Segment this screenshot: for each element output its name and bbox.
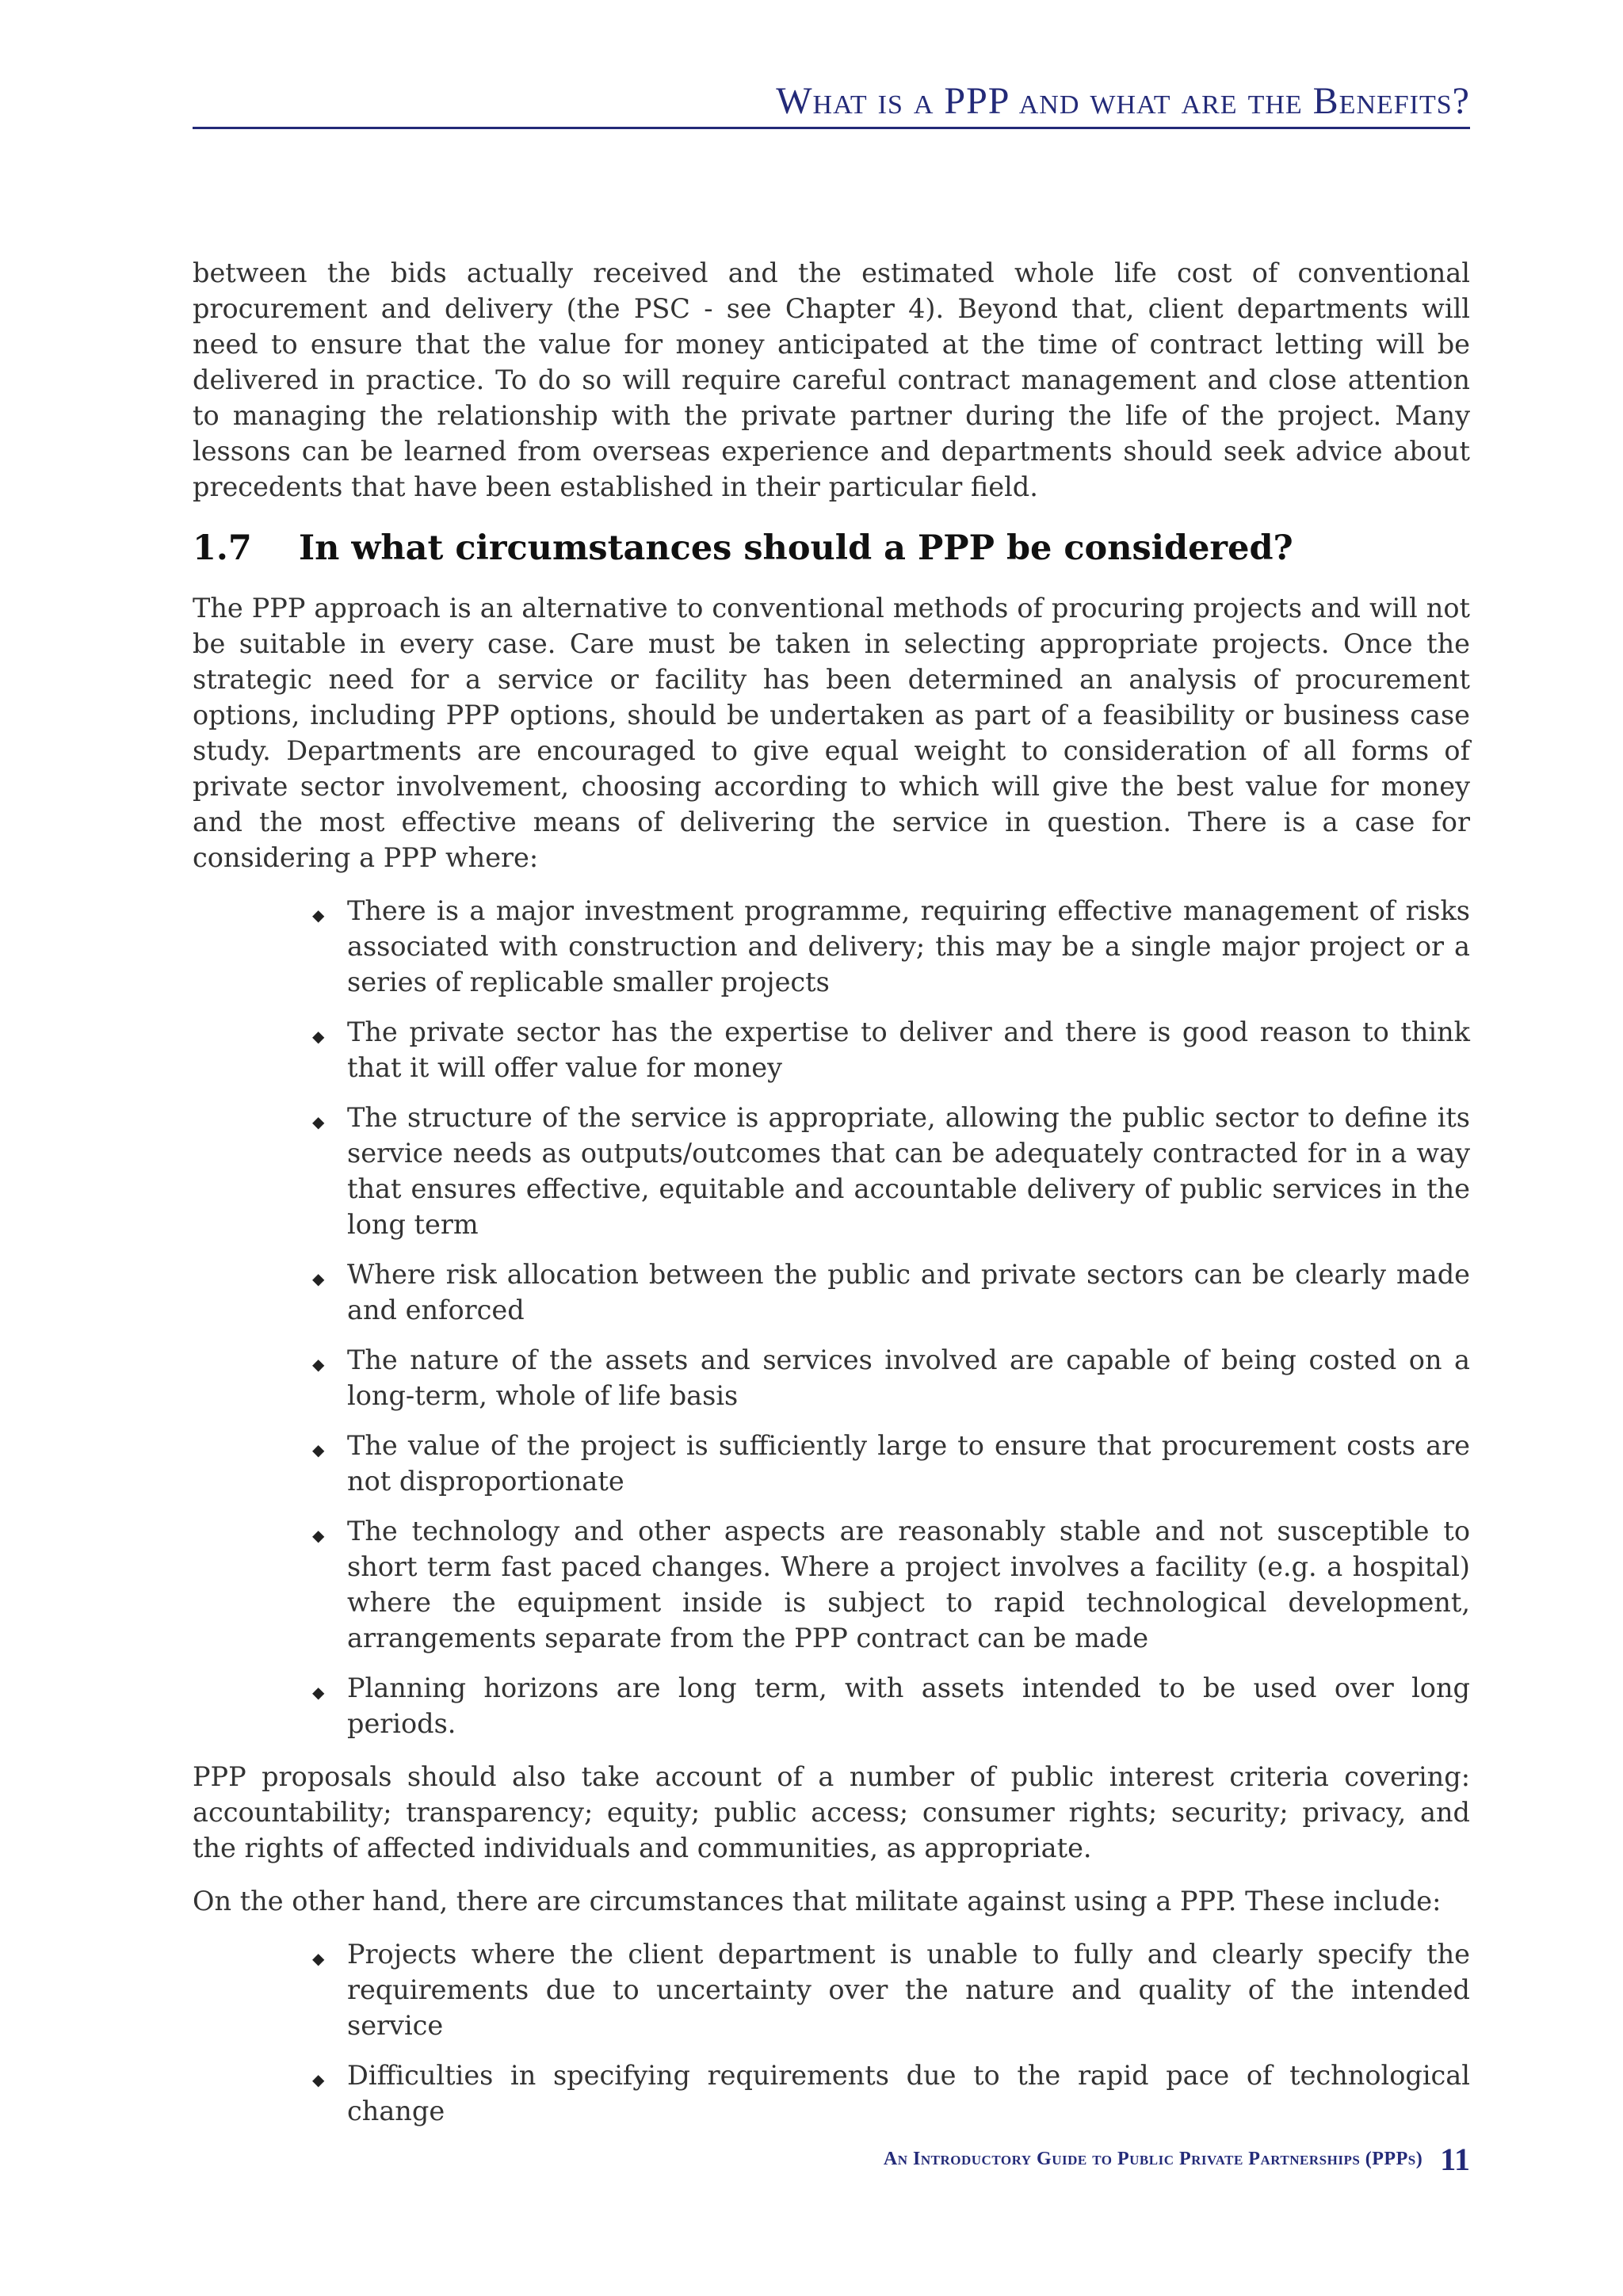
list-item: ◆ The value of the project is sufficiently large to ensure that procurement costs are not disproportionate [312,1430,1470,1497]
running-header: What is a PPP and what are the Benefits? [776,80,1470,122]
bullet-diamond-icon: ◆ [312,1949,325,1968]
bullet-diamond-icon: ◆ [312,1683,325,1702]
intro-paragraph: between the bids actually received and the estimated whole life cost of conventional procurement and delivery (the PSC - see Chapter 4). Beyond that, client departments will need to ensure that the value for money anticipated at the time of contract letting will be delivered in practice. To do so will require careful contract management and close attention to managing the relationship with the private partner during the life of the project. Many lessons can be learned from overseas experience and departments should seek advice about precedents that have been established in their particular field. [193,257,1470,502]
running-footer [193,2141,1470,2178]
footer-guide-title: An Introductory Guide to Public Private Partnerships (PPPs) [883,2149,1423,2169]
list-item: ◆ The private sector has the expertise to deliver and there is good reason to think that it will offer value for money [312,1016,1470,1083]
bullet-diamond-icon: ◆ [312,1027,325,1046]
section-paragraph-1: The PPP approach is an alternative to conventional methods of procuring projects and will not be suitable in every case. Care must be taken in selecting appropriate projects. Once the strategic need for a service or facility has been determined an analysis of procurement options, including PPP options, should be undertaken as part of a feasibility or business case study. Departments are encouraged to give equal weight to consideration of all forms of private sector involvement, choosing according to which will give the best value for money and the most effective means of delivering the service in question. There is a case for considering a PPP where: [193,593,1470,873]
list-item: ◆ Planning horizons are long term, with assets intended to be used over long periods. [312,1672,1470,1739]
list-item: ◆ The structure of the service is appropriate, allowing the public sector to define its service needs as outputs/outcomes that can be adequately contracted for in a way that ensures effective, equitable and accountable delivery of public services in the long term [312,1102,1470,1240]
list-item: ◆ Difficulties in specifying requirements due to the rapid pace of technological change [312,2060,1470,2126]
bullet-diamond-icon: ◆ [312,2070,325,2089]
bullet-diamond-icon: ◆ [312,1112,325,1131]
list-item: ◆ There is a major investment programme, requiring effective management of risks associated with construction and delivery; this may be a single major project or a series of replicable smaller projects [312,895,1470,997]
bullet-diamond-icon: ◆ [312,1355,325,1374]
list-item: ◆ Projects where the client department is unable to fully and clearly specify the requirements due to uncertainty over the nature and quality of the intended service [312,1939,1470,2041]
section-title: In what circumstances should a PPP be considered? [299,528,1293,568]
bullet-diamond-icon: ◆ [312,1526,325,1545]
list-item: ◆ The nature of the assets and services involved are capable of being costed on a long-term, whole of life basis [312,1344,1470,1411]
section-number: 1.7 [193,528,252,568]
section-paragraph-2: PPP proposals should also take account of a number of public interest criteria covering: accountability; transparency; equity; public access; consumer rights; security; privacy, and the rights of affected individuals and communities, as appropriate. [193,1761,1470,1863]
bullet-list-against-ppp [193,1936,1470,2129]
page-number: 11 [1440,2142,1470,2177]
section-heading [193,527,1470,570]
page-body [193,255,1470,2146]
header-divider [193,127,1470,129]
section-paragraph-3: On the other hand, there are circumstances that militate against using a PPP. These include: [193,1886,1442,1917]
bullet-diamond-icon: ◆ [312,1440,325,1459]
bullet-list-for-ppp [193,893,1470,1741]
bullet-diamond-icon: ◆ [312,1269,325,1288]
bullet-diamond-icon: ◆ [312,906,325,925]
list-item: ◆ The technology and other aspects are reasonably stable and not susceptible to short term fast paced changes. Where a project involves a facility (e.g. a hospital) where the equipment inside is subject to rapid technological development, arrangements separate from the PPP contract can be made [312,1516,1470,1653]
list-item: ◆ Where risk allocation between the public and private sectors can be clearly made and enforced [312,1259,1470,1325]
